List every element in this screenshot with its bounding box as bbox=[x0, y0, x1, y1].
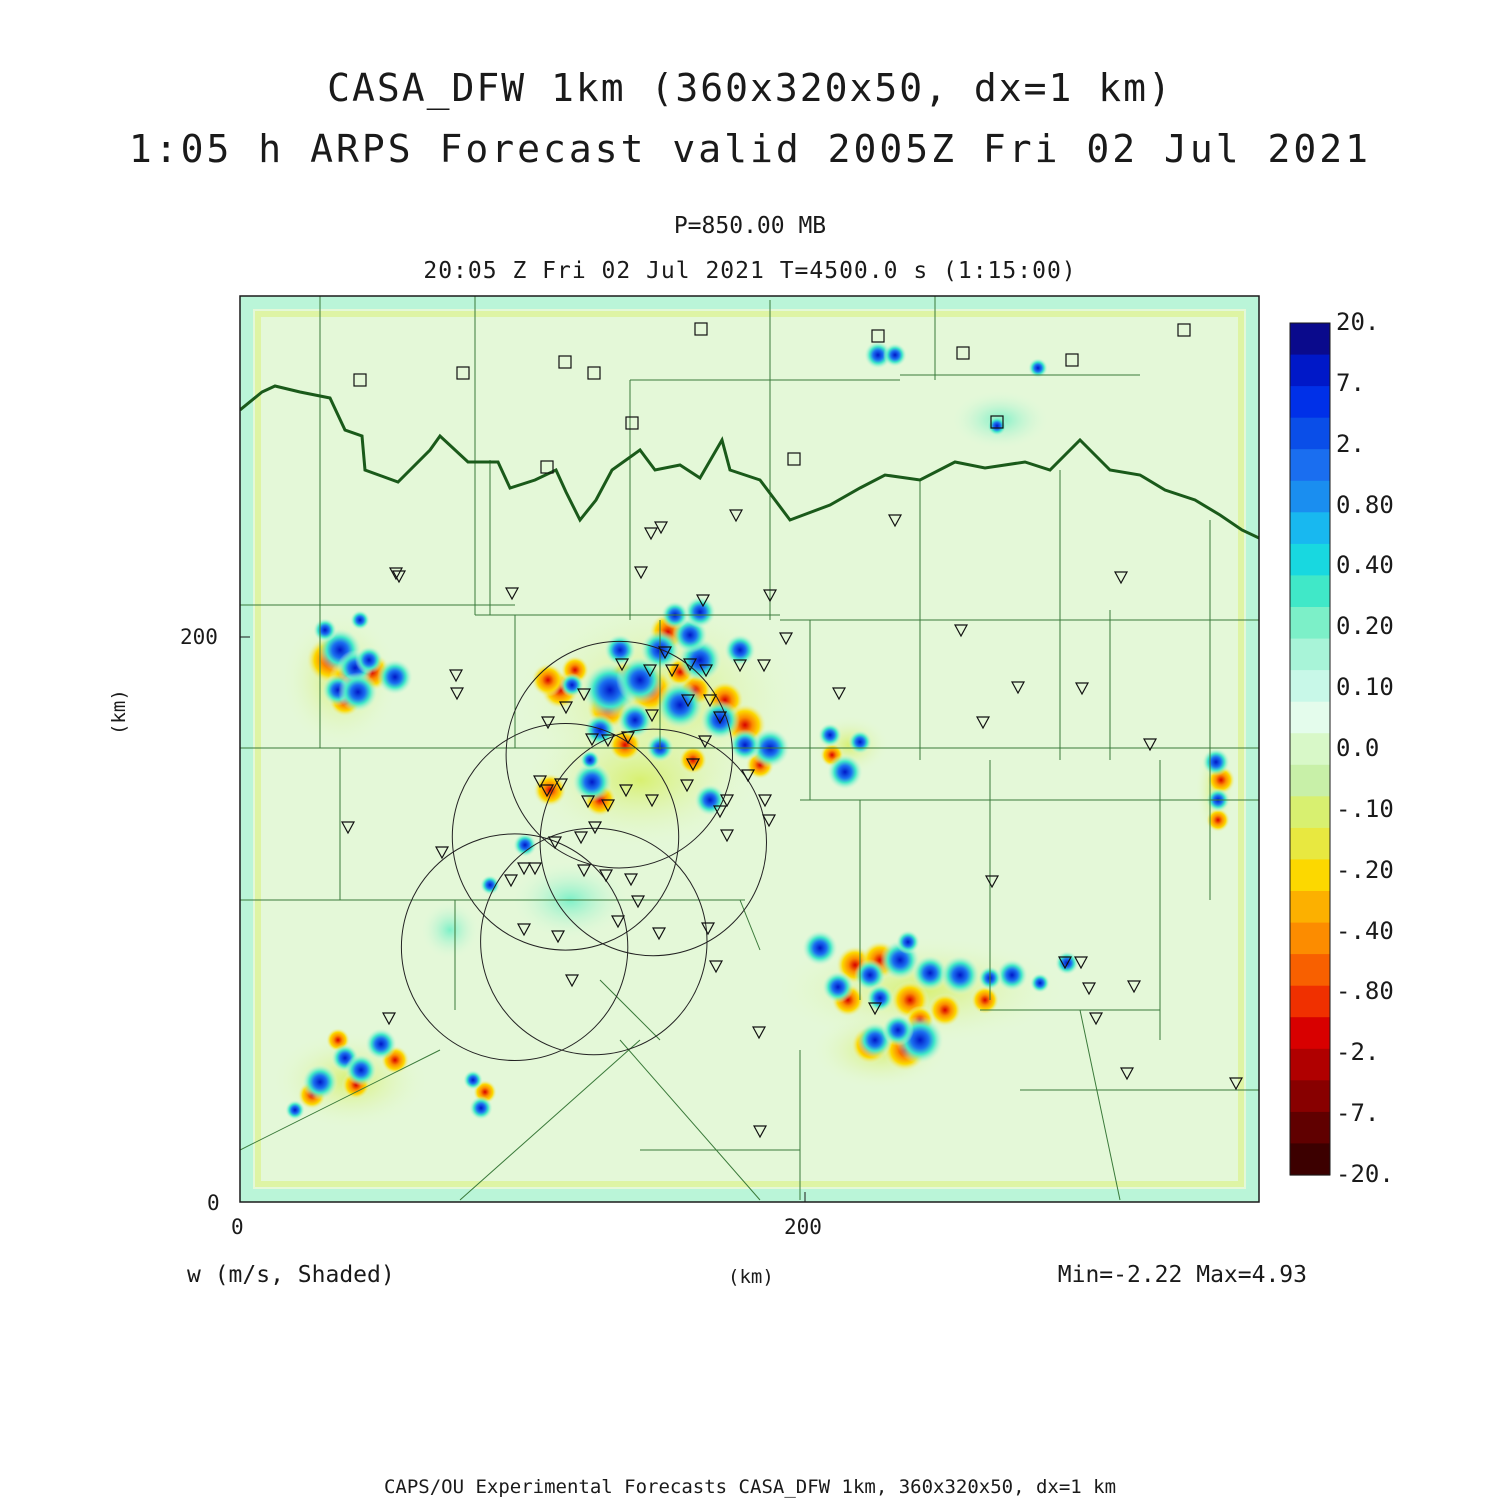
colorbar-label: 7. bbox=[1336, 368, 1365, 397]
pressure-level-label: P=850.00 MB bbox=[673, 213, 827, 239]
x-tick-200: 200 bbox=[784, 1215, 822, 1239]
colorbar-label: -.40 bbox=[1336, 916, 1394, 945]
colorbar-segment bbox=[1290, 386, 1330, 418]
colorbar-segment bbox=[1290, 1049, 1330, 1081]
colorbar-segment bbox=[1290, 828, 1330, 860]
colorbar-segment bbox=[1290, 796, 1330, 828]
colorbar-segment bbox=[1290, 1080, 1330, 1112]
updraft-cell bbox=[604, 634, 636, 666]
updraft-cell bbox=[827, 754, 863, 790]
updraft-cell bbox=[345, 1054, 377, 1086]
updraft-cell bbox=[377, 659, 413, 695]
colorbar-segment bbox=[1290, 923, 1330, 955]
y-axis-label: (km) bbox=[108, 689, 130, 735]
colorbar-label: -7. bbox=[1336, 1099, 1380, 1128]
colorbar-label: -2. bbox=[1336, 1038, 1380, 1067]
colorbar-segment bbox=[1290, 670, 1330, 702]
colorbar-segment bbox=[1290, 733, 1330, 765]
colorbar-segment bbox=[1290, 1143, 1330, 1175]
updraft-cell bbox=[480, 875, 500, 895]
y-tick-0: 0 bbox=[207, 1191, 220, 1215]
variable-label: w (m/s, Shaded) bbox=[187, 1262, 395, 1288]
downdraft-cell bbox=[531, 663, 565, 697]
updraft-cell bbox=[802, 930, 838, 966]
colorbar-label: 0.10 bbox=[1336, 673, 1394, 702]
colorbar-segment bbox=[1290, 544, 1330, 576]
updraft-cell bbox=[940, 955, 980, 995]
colorbar-segment bbox=[1290, 481, 1330, 513]
updraft-cell bbox=[302, 1064, 338, 1100]
colorbar-label: -.80 bbox=[1336, 977, 1394, 1006]
colorbar-label: -.20 bbox=[1336, 855, 1394, 884]
updraft-cell bbox=[729, 729, 761, 761]
title-line-2: 1:05 h ARPS Forecast valid 2005Z Fri 02 Jul 2021 bbox=[128, 127, 1372, 171]
updraft-cell bbox=[1055, 951, 1079, 975]
colorbar-label: 0.20 bbox=[1336, 612, 1394, 641]
x-axis-label: (km) bbox=[728, 1266, 774, 1288]
colorbar-label: 2. bbox=[1336, 429, 1365, 458]
colorbar-label: 0.40 bbox=[1336, 551, 1394, 580]
colorbar-label: -.10 bbox=[1336, 794, 1394, 823]
x-tick-0: 0 bbox=[231, 1215, 244, 1239]
colorbar-segment bbox=[1290, 418, 1330, 450]
updraft-cell bbox=[882, 1014, 914, 1046]
valid-time-label: 20:05 Z Fri 02 Jul 2021 T=4500.0 s (1:15:00) bbox=[423, 258, 1077, 284]
updraft-cell bbox=[724, 634, 756, 666]
colorbar-segment bbox=[1290, 449, 1330, 481]
colorbar-segment bbox=[1290, 859, 1330, 891]
updraft-cell bbox=[350, 610, 370, 630]
updraft-cell bbox=[818, 723, 842, 747]
colorbar-label: 0.0 bbox=[1336, 734, 1380, 762]
updraft-cell bbox=[883, 343, 907, 367]
updraft-cell bbox=[313, 618, 337, 642]
colorbar-segment bbox=[1290, 954, 1330, 986]
colorbar-label: 20. bbox=[1336, 308, 1380, 336]
updraft-cell bbox=[656, 681, 704, 729]
min-max-label: Min=-2.22 Max=4.93 bbox=[1057, 1262, 1307, 1288]
colorbar-segment bbox=[1290, 1112, 1330, 1144]
updraft-cell bbox=[822, 971, 854, 1003]
updraft-cell bbox=[848, 730, 872, 754]
updraft-cell bbox=[463, 1070, 483, 1090]
updraft-cell bbox=[285, 1100, 305, 1120]
colorbar-segment bbox=[1290, 575, 1330, 607]
weak-blob bbox=[420, 900, 480, 960]
updraft-cell bbox=[987, 416, 1007, 436]
updraft-cell bbox=[694, 784, 726, 816]
colorbar-segment bbox=[1290, 891, 1330, 923]
colorbar-label: 0.80 bbox=[1336, 490, 1394, 519]
y-tick-200: 200 bbox=[180, 625, 218, 649]
colorbar-label: -20. bbox=[1336, 1160, 1394, 1188]
updraft-cell bbox=[365, 1028, 397, 1060]
colorbar-segment bbox=[1290, 607, 1330, 639]
updraft-cell bbox=[469, 1096, 493, 1120]
updraft-cell bbox=[896, 930, 920, 954]
colorbar-segment bbox=[1290, 323, 1330, 355]
updraft-cell bbox=[338, 672, 378, 712]
colorbar-segment bbox=[1290, 639, 1330, 671]
updraft-cell bbox=[1030, 973, 1050, 993]
title-line-1: CASA_DFW 1km (360x320x50, dx=1 km) bbox=[327, 66, 1173, 110]
colorbar bbox=[1290, 323, 1330, 1176]
colorbar-segment bbox=[1290, 512, 1330, 544]
updraft-cell bbox=[866, 984, 894, 1012]
updraft-cell bbox=[513, 833, 537, 857]
colorbar-segment bbox=[1290, 986, 1330, 1018]
colorbar-segment bbox=[1290, 765, 1330, 797]
footer-credit: CAPS/OU Experimental Forecasts CASA_DFW 1km, 360x320x50, dx=1 km bbox=[383, 1476, 1117, 1498]
colorbar-segment bbox=[1290, 355, 1330, 387]
colorbar-segment bbox=[1290, 702, 1330, 734]
updraft-cell bbox=[1202, 748, 1230, 776]
colorbar-segment bbox=[1290, 1017, 1330, 1049]
